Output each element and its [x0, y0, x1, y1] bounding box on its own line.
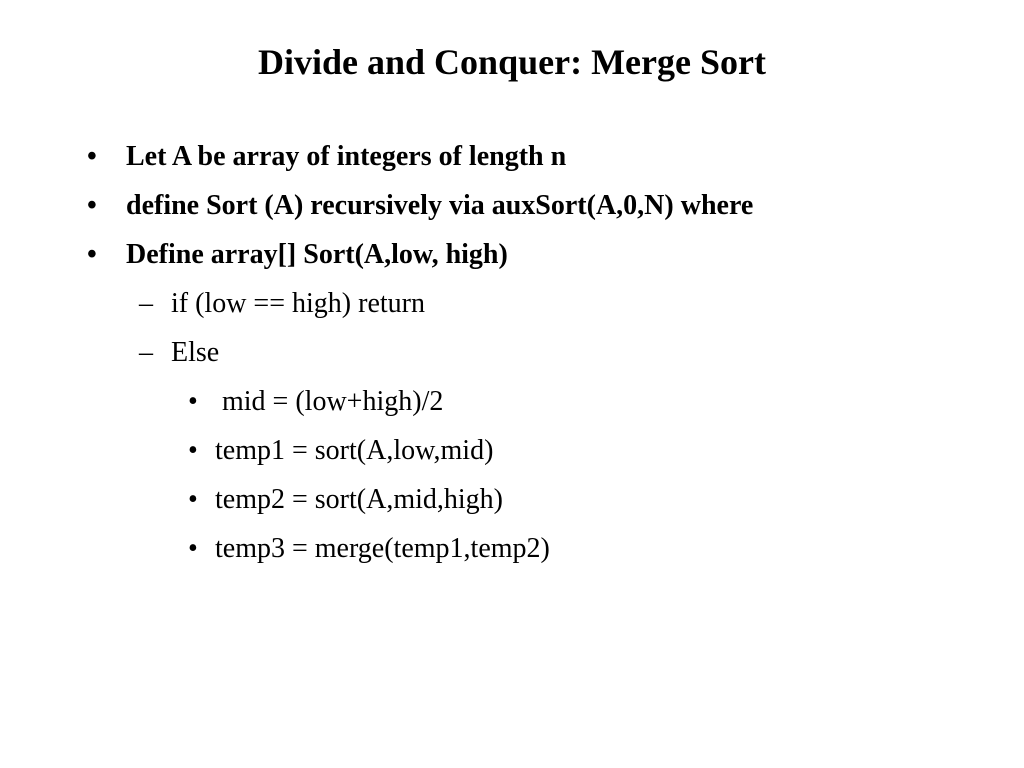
sub-sub-bullet-marker: • [188, 386, 198, 417]
sub-sub-bullet-marker: • [188, 435, 198, 466]
bullet-text: define Sort (A) recursively via auxSort(A,0,N) where [126, 190, 754, 221]
bullet-text: Define array[] Sort(A,low, high) [126, 239, 508, 270]
sub-sub-bullet-text: temp3 = merge(temp1,temp2) [215, 533, 550, 564]
bullet-marker: • [87, 141, 97, 172]
sub-bullet-marker: – [139, 288, 153, 319]
sub-bullet-text: if (low == high) return [171, 288, 425, 319]
sub-bullet-marker: – [139, 337, 153, 368]
sub-sub-bullet-marker: • [188, 533, 198, 564]
bullet-marker: • [87, 239, 97, 270]
bullet-marker: • [87, 190, 97, 221]
sub-sub-bullet-text: temp2 = sort(A,mid,high) [215, 484, 503, 515]
sub-sub-bullet-text: temp1 = sort(A,low,mid) [215, 435, 494, 466]
slide-title: Divide and Conquer: Merge Sort [258, 42, 766, 82]
bullet-text: Let A be array of integers of length n [126, 141, 567, 172]
sub-sub-bullet-marker: • [188, 484, 198, 515]
sub-sub-bullet-text: mid = (low+high)/2 [215, 386, 444, 417]
sub-bullet-text: Else [171, 337, 220, 368]
